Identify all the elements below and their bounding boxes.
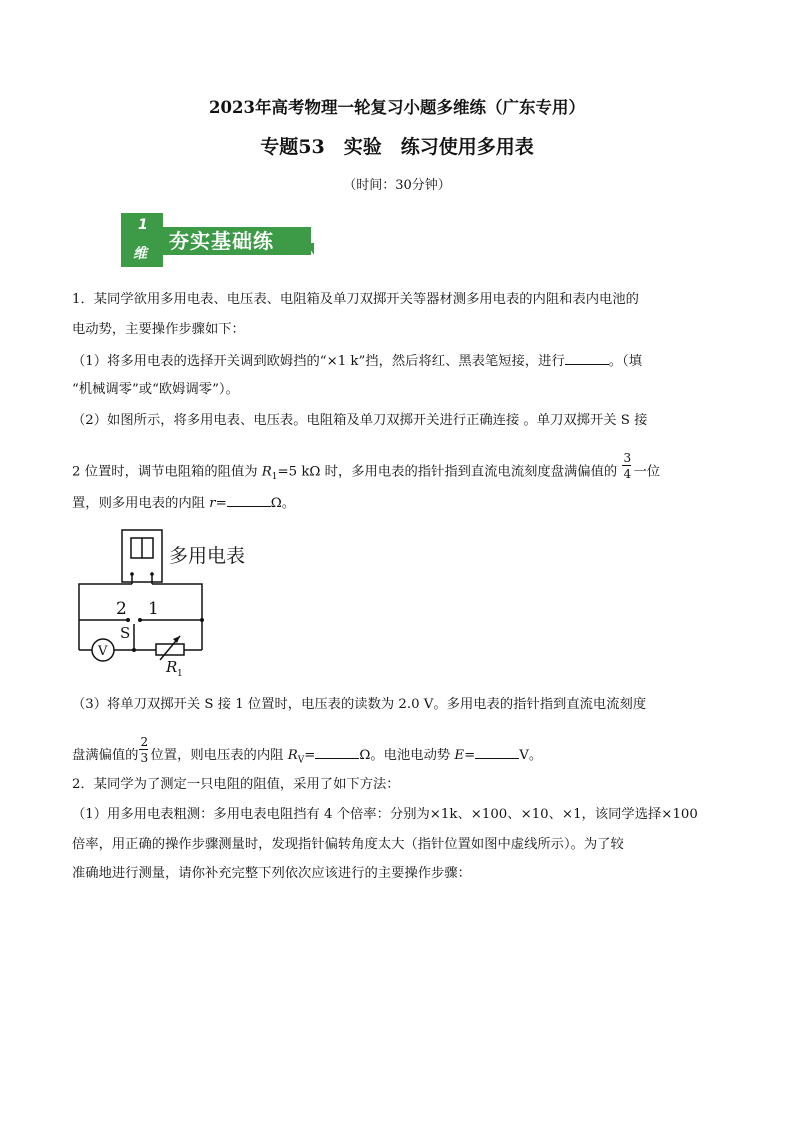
q1-part2-line3 [72,492,724,514]
fraction-two-thirds [138,734,150,766]
q1-part1-line1 [72,350,724,372]
q1-part2-text-d: 置，则多用电表的内阻 [72,496,210,511]
resistor-label-sub: 1 [177,669,183,678]
switch-pos-2-label: 2 [116,599,127,619]
badge-number-block [121,213,163,267]
fraction-denominator: 4 [623,467,632,481]
time-note: （时间：30分钟） [343,178,451,193]
q1-part2-text-a: 2 位置时，调节电阻箱的阻值为 [72,464,262,480]
q1-part2-line2 [72,451,724,487]
e-symbol: E [454,748,465,763]
voltmeter-label: V [98,644,108,659]
document-title: 2023年高考物理一轮复习小题多维练（广东专用） [209,98,585,117]
q1-stem-line1: 1．某同学欲用多用电表、电压表、电阻箱及单刀双掷开关等器材测多用电表的内阻和表内电池的 [72,292,639,307]
q2-line4: 准确地进行测量，请你补充完整下列依次应该进行的主要操作步骤： [72,866,471,881]
q1-part1-text-b: 。（填 [608,354,642,369]
badge-text: 夯实基础练 [169,229,274,253]
circuit-diagram [76,528,206,678]
switch-pos-1-label: 1 [148,599,159,619]
badge-corner-decoration [306,243,314,255]
switch-label: S [120,624,131,642]
q1-part1-text-a: （1）将多用电表的选择开关调到欧姆挡的“×1 k”挡，然后将红、黑表笔短接，进行 [72,354,565,369]
q1-part3-text-d: Ω。电池电动势 [359,748,455,763]
answer-blank[interactable] [475,744,519,759]
resistor-label: R [166,658,178,676]
fraction-denominator: 3 [140,750,149,765]
rv-subscript: V [297,755,305,766]
terminal-dot [150,572,154,576]
q1-part3-line2 [72,734,724,771]
terminal-dot [130,572,134,576]
equals-sign: = [215,496,227,511]
section-badge [121,213,321,267]
r1-subscript: 1 [271,472,278,483]
switch-pivot [132,648,136,652]
equals-sign: = [304,748,316,763]
fraction-numerator: 3 [623,451,632,465]
q2-line1: 2．某同学为了测定一只电阻的阻值，采用了如下方法： [72,777,400,792]
q1-part3-line1: （3）将单刀双掷开关 S 接 1 位置时，电压表的读数为 2.0 V。多用电表的指针指到直流电流刻度 [72,697,647,712]
q1-part2-text-c: 一位 [633,464,661,480]
rv-symbol: R [287,748,298,763]
q1-part3-text-b: 位置，则电压表的内阻 [150,748,288,763]
q1-part2-line1: （2）如图所示，将多用电表、电压表。电阻箱及单刀双掷开关进行正确连接 。单刀双掷开关 S 接 [72,413,648,428]
answer-blank[interactable] [227,492,271,507]
switch-contact-1 [138,618,142,622]
variable-arrow-head [173,636,180,643]
ohm-unit: Ω。 [270,496,296,511]
q1-part2-text-b: =5 kΩ 时，多用电表的指针指到直流电流刻度盘满偏值的 [277,464,618,480]
answer-blank[interactable] [315,744,359,759]
multimeter-label: 多用电表 [169,545,246,567]
fraction-numerator: 2 [140,734,149,749]
junction-dot [200,618,204,622]
q1-stem-line2: 电动势，主要操作步骤如下： [72,322,245,337]
q2-line3: 倍率，用正确的操作步骤测量时，发现指针偏转角度太大（指针位置如图中虚线所示）。为了较 [72,837,624,852]
r1-symbol: R [261,464,272,480]
q2-line2: （1）用多用电表粗测：多用电表电阻挡有 4 个倍率：分别为×1k、×100、×10、×1，该同学选择×100 [72,807,698,822]
badge-unit: 维 [133,246,147,262]
r-symbol: r [209,496,216,511]
q1-part1-line2: “机械调零”或“欧姆调零”）。 [72,382,239,397]
resistor-box [156,644,184,655]
fraction-three-quarters [621,451,633,482]
topic-title: 专题53 实验 练习使用多用表 [260,136,534,158]
equals-sign: = [464,748,476,763]
answer-blank[interactable] [565,350,609,365]
q1-part3-text-a: 盘满偏值的 [72,748,139,763]
volt-unit: V。 [519,748,543,763]
badge-number: 1 [138,217,148,233]
